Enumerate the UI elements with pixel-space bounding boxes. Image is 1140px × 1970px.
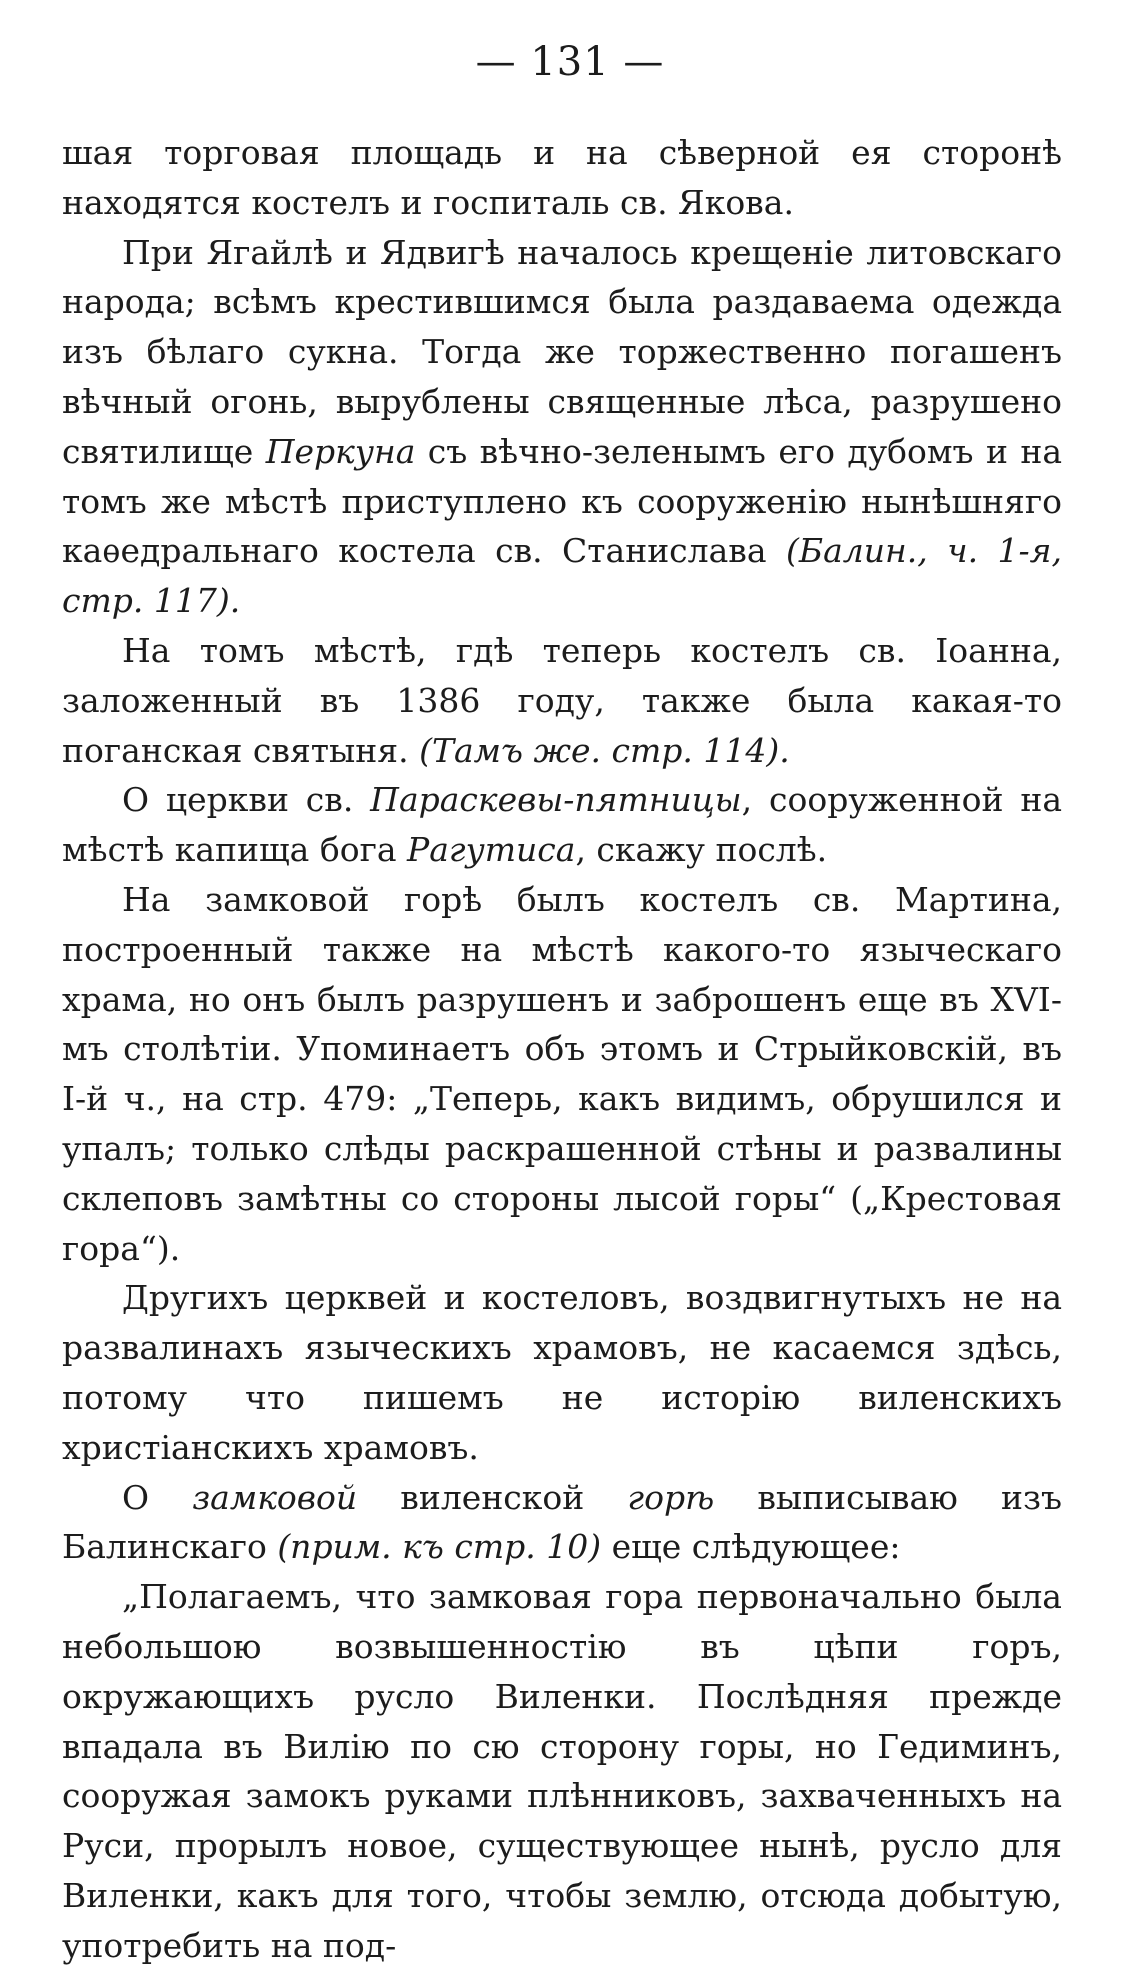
text-run: , сооруженной на мѣстѣ капища бога <box>62 780 1062 870</box>
text-run: еще слѣдующее: <box>601 1527 901 1567</box>
italic-text-run: замковой <box>192 1477 358 1517</box>
text-run: Другихъ церквей и костеловъ, воздвигнутыхъ не на развалинахъ языческихъ храмовъ, не касаемся здѣсь, потому что пишемъ не исторію виленскихъ христіанскихъ храмовъ. <box>62 1278 1062 1467</box>
text-run: „Полагаемъ, что замковая гора первоначально была небольшою возвышенностію въ цѣпи горъ, окружающихъ русло Виленки. Послѣдняя прежде впадала въ Вилію по сю сторону горы, но Гедиминъ, сооружая замокъ руками плѣнниковъ, захваченныхъ на Руси, прорылъ новое, существующее нынѣ, русло для Виленки, какъ для того, чтобы землю, отсюда добытую, употребить на под- <box>62 1577 1062 1965</box>
text-run: О <box>122 1477 193 1517</box>
text-run: виленской <box>357 1477 628 1517</box>
italic-text-run: Параскевы-пятницы <box>370 780 742 820</box>
paragraph <box>62 626 1062 775</box>
text-run: шая торговая площадь и на сѣверной ея сторонѣ находятся костелъ и госпиталь св. Якова. <box>62 133 1062 222</box>
text-run: съ вѣчно-зеленымъ его дубомъ и на томъ же мѣстѣ приступлено къ сооруженію нынѣшняго каѳедральнаго костела св. Станислава <box>62 431 1062 571</box>
text-run: , скажу послѣ. <box>575 830 828 870</box>
text-run: На замковой горѣ былъ костелъ св. Мартина, построенный также на мѣстѣ какого-то языческаго храма, но онъ былъ разрушенъ и заброшенъ еще въ XVI-мъ столѣтіи. Упоминаетъ объ этомъ и Стрыйковскій, въ І-й ч., на стр. 479: „Теперь, какъ видимъ, обрушился и упалъ; только слѣды раскрашенной стѣны и развалины склеповъ замѣтны со стороны лысой горы“ („Крестовая гора“). <box>62 879 1062 1268</box>
page-body-text <box>62 128 1062 1970</box>
italic-text-run: (Тамъ же. стр. 114). <box>419 730 790 770</box>
paragraph <box>62 128 1062 228</box>
page-number: — 131 — <box>475 39 665 85</box>
italic-text-run: (прим. къ стр. 10) <box>277 1527 602 1567</box>
paragraph <box>62 875 1062 1273</box>
text-run: выписываю изъ Балинскаго <box>62 1477 1063 1567</box>
paragraph <box>62 1473 1062 1573</box>
paragraph <box>62 775 1062 875</box>
italic-text-run: Перкуна <box>265 431 416 471</box>
text-run: При Ягайлѣ и Ядвигѣ началось крещеніе литовскаго народа; всѣмъ крестившимся была раздаваема одежда изъ бѣлаго сукна. Тогда же торжественно погашенъ вѣчный огонь, вырублены священные лѣса, разрушено святилище <box>62 232 1062 471</box>
paragraph <box>62 1572 1062 1970</box>
text-run: О церкви св. <box>122 780 371 820</box>
paragraph <box>62 1273 1062 1472</box>
italic-text-run: Рагутиса <box>407 830 576 870</box>
italic-text-run: горѣ <box>627 1477 715 1517</box>
text-run: На томъ мѣстѣ, гдѣ теперь костелъ св. Іоанна, заложенный въ 1386 году, также была какая-то поганская святыня. <box>62 630 1062 770</box>
paragraph <box>62 228 1062 626</box>
italic-text-run: (Балин., ч. 1-я, стр. 117). <box>62 531 1062 621</box>
